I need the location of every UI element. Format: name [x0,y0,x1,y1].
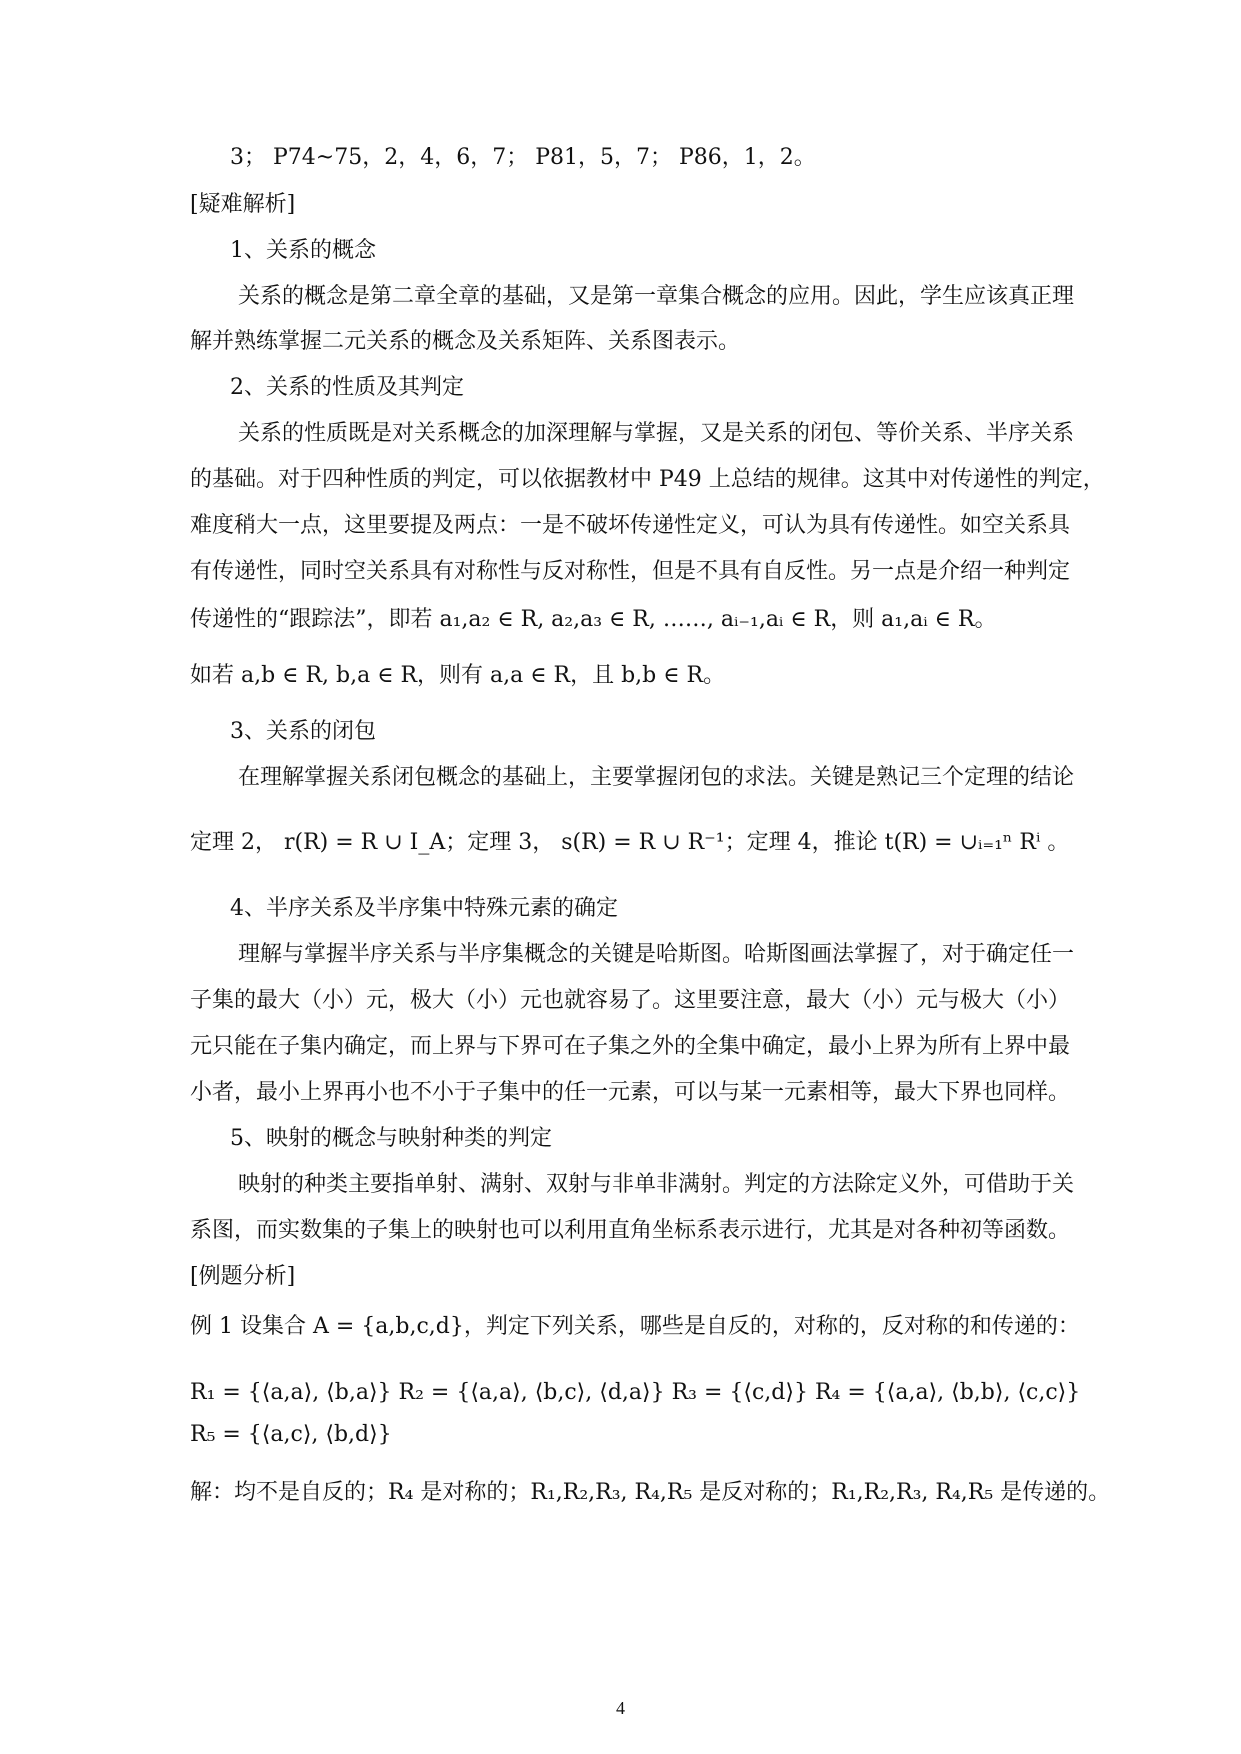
section-heading: [疑难解析] [190,192,296,217]
paragraph-line: 系图，而实数集的子集上的映射也可以利用直角坐标系表示进行，尤其是对各种初等函数。 [190,1218,1071,1243]
paragraph-line: 关系的概念是第二章全章的基础，又是第一章集合概念的应用。因此，学生应该真正理 [238,284,1075,309]
paragraph-line: 子集的最大（小）元，极大（小）元也就容易了。这里要注意，最大（小）元与极大（小） [190,988,1071,1013]
paragraph-line: 元只能在子集内确定，而上界与下界可在子集之外的全集中确定，最小上界为所有上界中最 [190,1034,1071,1059]
section-heading: [例题分析] [190,1264,296,1289]
page-number: 4 [616,1698,625,1718]
subsection-heading: 3、关系的闭包 [230,719,376,744]
paragraph-line: 在理解掌握关系闭包概念的基础上，主要掌握闭包的求法。关键是熟记三个定理的结论 [238,765,1075,790]
paragraph-line: 有传递性，同时空关系具有对称性与反对称性，但是不具有自反性。另一点是介绍一种判定 [190,559,1071,584]
relations-line-math: R₁ = {⟨a,a⟩, ⟨b,a⟩} R₂ = {⟨a,a⟩, ⟨b,c⟩, ⟨d,a⟩} R₃ = {⟨c,d⟩} R₄ = {⟨a,a⟩, ⟨b,b⟩, ⟨c,c⟩} [190,1380,1081,1405]
paragraph-line: 难度稍大一点，这里要提及两点：一是不破坏传递性定义，可认为具有传递性。如空关系具 [190,513,1071,538]
solution-line: 解：均不是自反的；R₄ 是对称的；R₁,R₂,R₃, R₄,R₅ 是反对称的；R₁,R₂,R₃, R₄,R₅ 是传递的。 [190,1480,1111,1505]
subsection-heading: 1、关系的概念 [230,238,376,263]
relations-line-math: R₅ = {⟨a,c⟩, ⟨b,d⟩} [190,1422,392,1447]
paragraph-line-math: 如若 a,b ∈ R, b,a ∈ R，则有 a,a ∈ R，且 b,b ∈ R。 [190,663,726,688]
paragraph-line-math: 传递性的“跟踪法”，即若 a₁,a₂ ∈ R, a₂,a₃ ∈ R, ……, aᵢ₋₁,aᵢ ∈ R，则 a₁,aᵢ ∈ R。 [190,607,997,632]
paragraph-line: 理解与掌握半序关系与半序集概念的关键是哈斯图。哈斯图画法掌握了，对于确定任一 [238,942,1075,967]
paragraph-line: 关系的性质既是对关系概念的加深理解与掌握，又是关系的闭包、等价关系、半序关系 [238,421,1075,446]
paragraph-line: 小者，最小上界再小也不小于子集中的任一元素，可以与某一元素相等，最大下界也同样。 [190,1080,1071,1105]
subsection-heading: 4、半序关系及半序集中特殊元素的确定 [230,896,618,921]
example-line-math: 例 1 设集合 A = {a,b,c,d}，判定下列关系，哪些是自反的，对称的，反对称的和传递的： [190,1314,1080,1339]
paragraph-line: 解并熟练掌握二元关系的概念及关系矩阵、关系图表示。 [190,329,741,354]
subsection-heading: 5、映射的概念与映射种类的判定 [230,1126,552,1151]
theorem-line-math: 定理 2， r(R) = R ∪ I_A；定理 3， s(R) = R ∪ R⁻¹；定理 4，推论 t(R) = ∪ᵢ₌₁ⁿ Rⁱ 。 [190,830,1070,855]
paragraph-line: 的基础。对于四种性质的判定，可以依据教材中 P49 上总结的规律。这其中对传递性的判定， [190,467,1105,492]
text-line: 3； P74~75，2，4，6，7； P81，5，7； P86，1，2。 [230,145,816,170]
paragraph-line: 映射的种类主要指单射、满射、双射与非单非满射。判定的方法除定义外，可借助于关 [238,1172,1075,1197]
subsection-heading: 2、关系的性质及其判定 [230,375,464,400]
